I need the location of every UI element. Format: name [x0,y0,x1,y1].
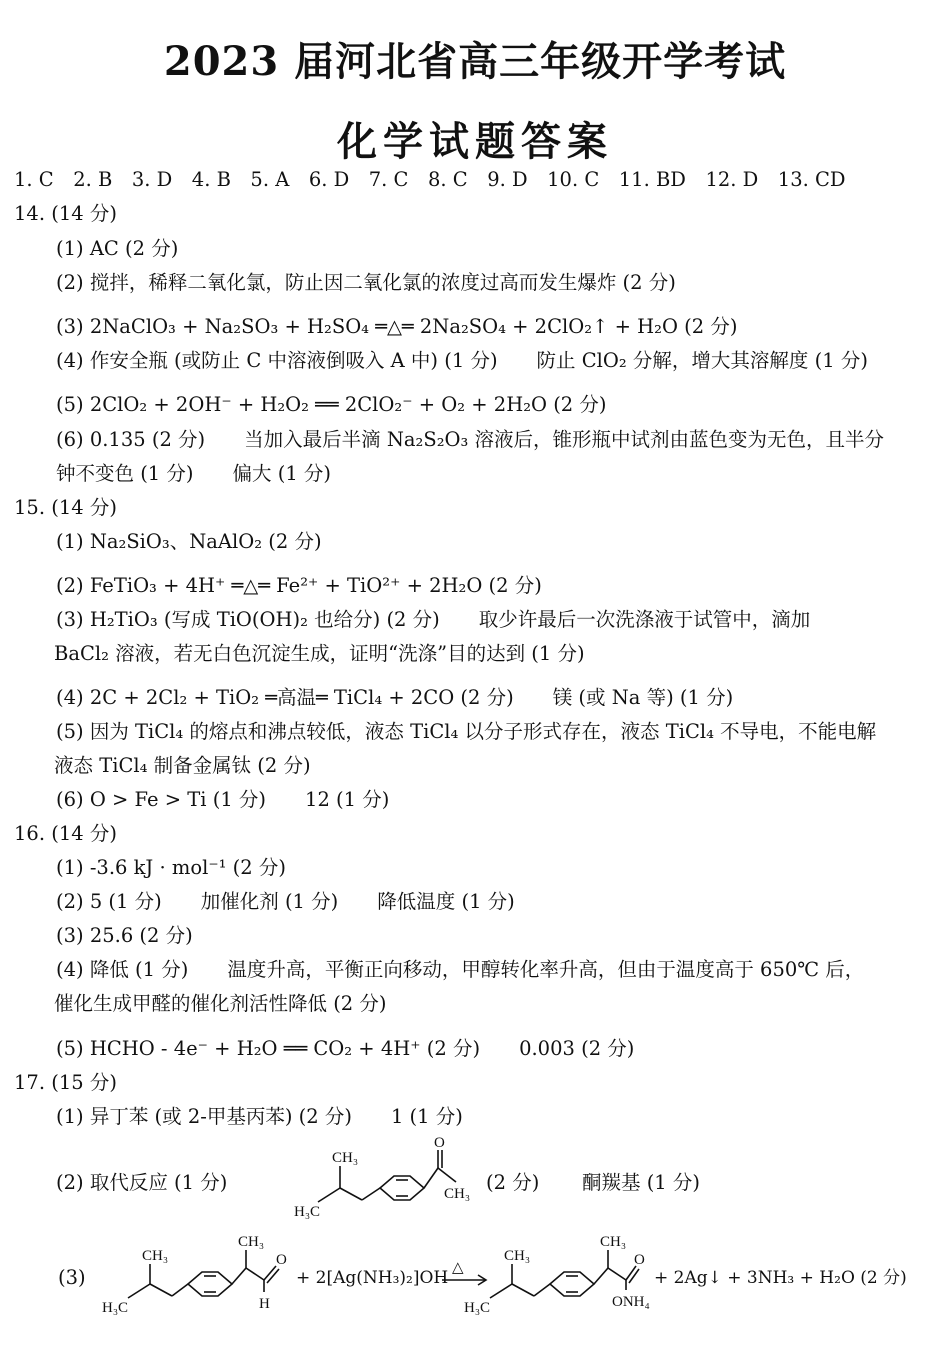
q15-p5a: (5) 因为 TiCl₄ 的熔点和沸点较低，液态 TiCl₄ 以分子形式存在，液态 TiCl₄ 不导电，不能电解 [56,720,877,743]
q16-p4a: (4) 降低 (1 分) 温度升高，平衡正向移动，甲醇转化率升高，但由于温度高于 650℃ 后， [56,958,865,981]
oxygen-label: O [434,1136,445,1151]
q14-head: 14. (14 分) [14,202,117,225]
q17-p3-label: (3) [58,1266,86,1289]
carboxylate-structure [462,1228,662,1328]
q15-p2: (2) FeTiO₃ + 4H⁺ ═△═ Fe²⁺ + TiO²⁺ + 2H₂O (2 分) [56,574,542,597]
ch3-label-2: CH₃ [444,1186,471,1202]
page-subtitle: 化学试题答案 [337,118,613,165]
q16-p1: (1) -3.6 kJ · mol⁻¹ (2 分) [56,856,286,879]
q17-p1: (1) 异丁苯 (或 2-甲基丙苯) (2 分) 1 (1 分) [56,1105,463,1128]
page-title: 2023 届河北省高三年级开学考试 [163,38,787,85]
q17-p2-group: 酮羰基 (1 分) [582,1171,701,1194]
onh4-label: ONH₄ [612,1294,650,1310]
ch3-label-r2: CH₃ [238,1234,265,1250]
q15-p3b: BaCl₂ 溶液，若无白色沉淀生成，证明“洗涤”目的达到 (1 分) [54,642,585,665]
q15-p3a: (3) H₂TiO₃ (写成 TiO(OH)₂ 也给分) (2 分) 取少许最后一次洗涤液于试管中，滴加 [56,608,811,631]
q14-p1: (1) AC (2 分) [56,237,179,260]
q15-p1: (1) Na₂SiO₃、NaAlO₂ (2 分) [56,530,322,553]
heat-symbol: △ [452,1260,464,1276]
q17-head: 17. (15 分) [14,1071,117,1094]
q15-p4: (4) 2C + 2Cl₂ + TiO₂ ═高温═ TiCl₄ + 2CO (2 分) 镁 (或 Na 等) (1 分) [56,686,734,709]
h3c-label-p: H₃C [464,1300,491,1316]
q17-p2-label: (2) 取代反应 (1 分) [56,1171,228,1194]
oxygen-label-r: O [276,1252,287,1268]
ch3-label: CH₃ [332,1150,359,1166]
aldehyde-structure [100,1228,296,1318]
q14-p5: (5) 2ClO₂ + 2OH⁻ + H₂O₂ ══ 2ClO₂⁻ + O₂ + 2H₂O (2 分) [56,393,607,416]
ch3-label-p2: CH₃ [600,1234,627,1250]
q14-p2: (2) 搅拌，稀释二氧化氯，防止因二氧化氯的浓度过高而发生爆炸 (2 分) [56,271,676,294]
q16-p3: (3) 25.6 (2 分) [56,924,193,947]
q16-p4b: 催化生成甲醛的催化剂活性降低 (2 分) [54,992,387,1015]
ketone-structure [292,1136,488,1222]
q16-head: 16. (14 分) [14,822,117,845]
mc-answers: 1. C 2. B 3. D 4. B 5. A 6. D 7. C 8. C 9. D 10. C 11. BD 12. D 13. CD [14,168,846,191]
q14-p6a: (6) 0.135 (2 分) 当加入最后半滴 Na₂S₂O₃ 溶液后，锥形瓶中试剂由蓝色变为无色，且半分 [56,428,885,451]
q15-p5b: 液态 TiCl₄ 制备金属钛 (2 分) [54,754,311,777]
h3c-label-r: H₃C [102,1300,129,1316]
oxygen-label-p: O [634,1252,645,1268]
ch3-label-r1: CH₃ [142,1248,169,1264]
q15-head: 15. (14 分) [14,496,117,519]
q16-p5: (5) HCHO - 4e⁻ + H₂O ══ CO₂ + 4H⁺ (2 分) 0.003 (2 分) [56,1037,635,1060]
q17-p3-reagent: + 2[Ag(NH₃)₂]OH [296,1268,449,1288]
q14-p3: (3) 2NaClO₃ + Na₂SO₃ + H₂SO₄ ═△═ 2Na₂SO₄ + 2ClO₂↑ + H₂O (2 分) [56,315,738,338]
q15-p6: (6) O > Fe > Ti (1 分) 12 (1 分) [56,788,390,811]
hydrogen-label-r: H [259,1296,270,1312]
q14-p6b: 钟不变色 (1 分) 偏大 (1 分) [56,462,332,485]
q17-p3-products: + 2Ag↓ + 3NH₃ + H₂O (2 分) [654,1268,907,1288]
q14-p4: (4) 作安全瓶 (或防止 C 中溶液倒吸入 A 中) (1 分) 防止 ClO₂ 分解，增大其溶解度 (1 分) [56,349,868,372]
ch3-label-p1: CH₃ [504,1248,531,1264]
q17-p2-score: (2 分) [486,1171,540,1194]
h3c-label: H₃C [294,1204,321,1220]
q16-p2: (2) 5 (1 分) 加催化剂 (1 分) 降低温度 (1 分) [56,890,515,913]
